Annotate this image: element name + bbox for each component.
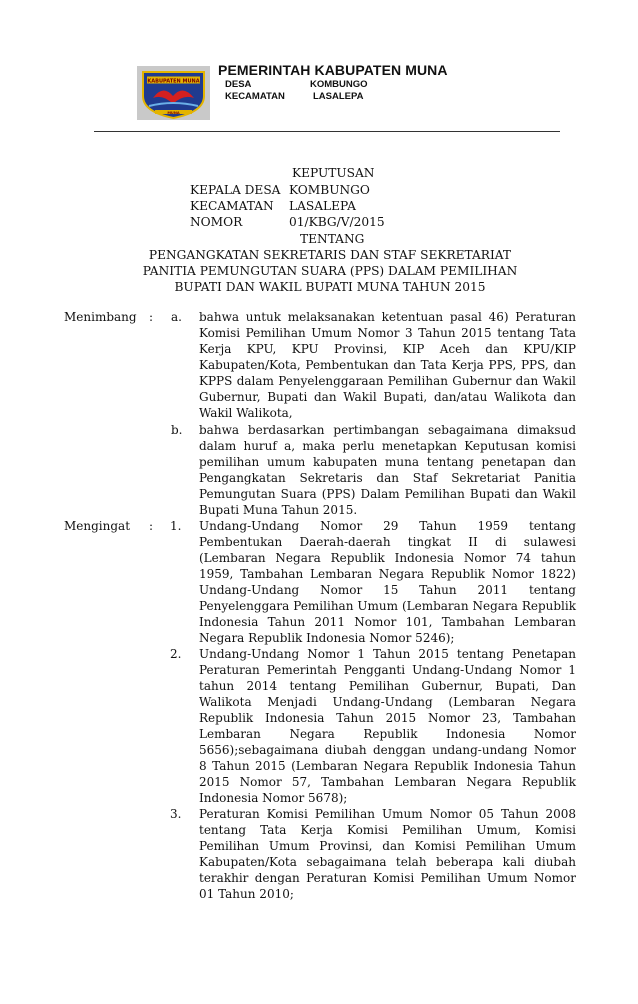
kepala-value: KOMBUNGO [289, 183, 370, 197]
kecamatan-value: LASALEPA [289, 199, 356, 213]
mengingat-item-3: Peraturan Komisi Pemilihan Umum Nomor 05 Tahun 2008 tentang Tata Kerja Komisi Pemilihan Umum, Komisi Pemilihan Umum Provinsi, dan Komisi Pemilihan Umum Kabupaten/Kota sebagaimana telah beberapa kali diubah terakhir dengan Peraturan Komisi Pemilihan Umum Nomor 01 Tahun 2010; [199, 807, 576, 901]
item-marker: a. [171, 310, 182, 324]
subject-line: BUPATI DAN WAKIL BUPATI MUNA TAHUN 2015 [174, 280, 486, 294]
item-marker: 1. [170, 519, 182, 533]
government-title: PEMERINTAH KABUPATEN MUNA [218, 62, 448, 78]
mengingat-label: Mengingat [64, 519, 131, 533]
menimbang-item-a: bahwa untuk melaksanakan ketentuan pasal 46) Peraturan Komisi Pemilihan Umum Nomor 3 Tahun 2015 tentang Tata Kerja KPU, KPU Provinsi, KIP Aceh dan KPU/KIP Kabupaten/Kota, Pembentukan dan Tata Kerja PPS, PPS, dan KPPS dalam Penyelenggaraan Pemilihan Gubernur dan Wakil Gubernur, Bupati dan Wakil Bupati, dan/atau Walikota dan Wakil Walikota, [199, 310, 576, 420]
letterhead-desa-label: DESA [225, 79, 252, 90]
letterhead-divider [94, 131, 560, 132]
regency-logo [137, 66, 210, 120]
letterhead-kecamatan-label: KECAMATAN [225, 91, 285, 102]
menimbang-colon: : [149, 310, 154, 324]
mengingat-item-1: Undang-Undang Nomor 29 Tahun 1959 tentang Pembentukan Daerah-daerah tingkat II di sulawesi (Lembaran Negara Republik Indonesia Nomor 74 tahun 1959, Tambahan Lembaran Negara Republik Nomor 1822) Undang-Undang Nomor 15 Tahun 2011 tentang Penyelenggara Pemilihan Umum (Lembaran Negara Republik Indonesia Tahun 2011 Nomor 101, Tambahan Lembaran Negara Republik Indonesia Nomor 5246); [199, 519, 576, 645]
subject-line: PANITIA PEMUNGUTAN SUARA (PPS) DALAM PEMILIHAN [142, 264, 518, 278]
kecamatan-label: KECAMATAN [190, 199, 274, 213]
svg-text:KABUPATEN MUNA: KABUPATEN MUNA [147, 78, 200, 85]
kepala-label: KEPALA DESA [190, 183, 281, 197]
tentang-heading: TENTANG [300, 232, 365, 246]
menimbang-label: Menimbang [64, 310, 137, 324]
svg-text:MUNA: MUNA [167, 111, 180, 115]
item-marker: 2. [170, 647, 182, 661]
decree-title: KEPUTUSAN [292, 166, 375, 180]
letterhead-desa-value: KOMBUNGO [310, 79, 368, 90]
nomor-value: 01/KBG/V/2015 [289, 215, 385, 229]
subject-line: PENGANGKATAN SEKRETARIS DAN STAF SEKRETARIAT [148, 248, 512, 262]
nomor-label: NOMOR [190, 215, 243, 229]
letterhead-kecamatan-value: LASALEPA [313, 91, 364, 102]
mengingat-item-2: Undang-Undang Nomor 1 Tahun 2015 tentang Penetapan Peraturan Pemerintah Pengganti Undang-Undang Nomor 1 tahun 2014 tentang Pemilihan Gubernur, Bupati, Dan Walikota Menjadi Undang-Undang (Lembaran Negara Republik Indonesia Tahun 2015 Nomor 23, Tambahan Lembaran Negara Republik Indonesia Nomor 5656);sebagaimana diubah denggan undang-undang Nomor 8 Tahun 2015 (Lembaran Negara Republik Indonesia Tahun 2015 Nomor 57, Tambahan Lembaran Negara Republik Indonesia Nomor 5678); [199, 647, 576, 805]
item-marker: b. [171, 423, 183, 437]
item-marker: 3. [170, 807, 182, 821]
menimbang-item-b: bahwa berdasarkan pertimbangan sebagaimana dimaksud dalam huruf a, maka perlu menetapkan Keputusan komisi pemilihan umum kabupaten muna tentang penetapan dan Pengangkatan Sekretaris dan Staf Sekretariat Panitia Pemungutan Suara (PPS) Dalam Pemilihan Bupati dan Wakil Bupati Muna Tahun 2015. [199, 423, 576, 517]
mengingat-colon: : [149, 519, 154, 533]
